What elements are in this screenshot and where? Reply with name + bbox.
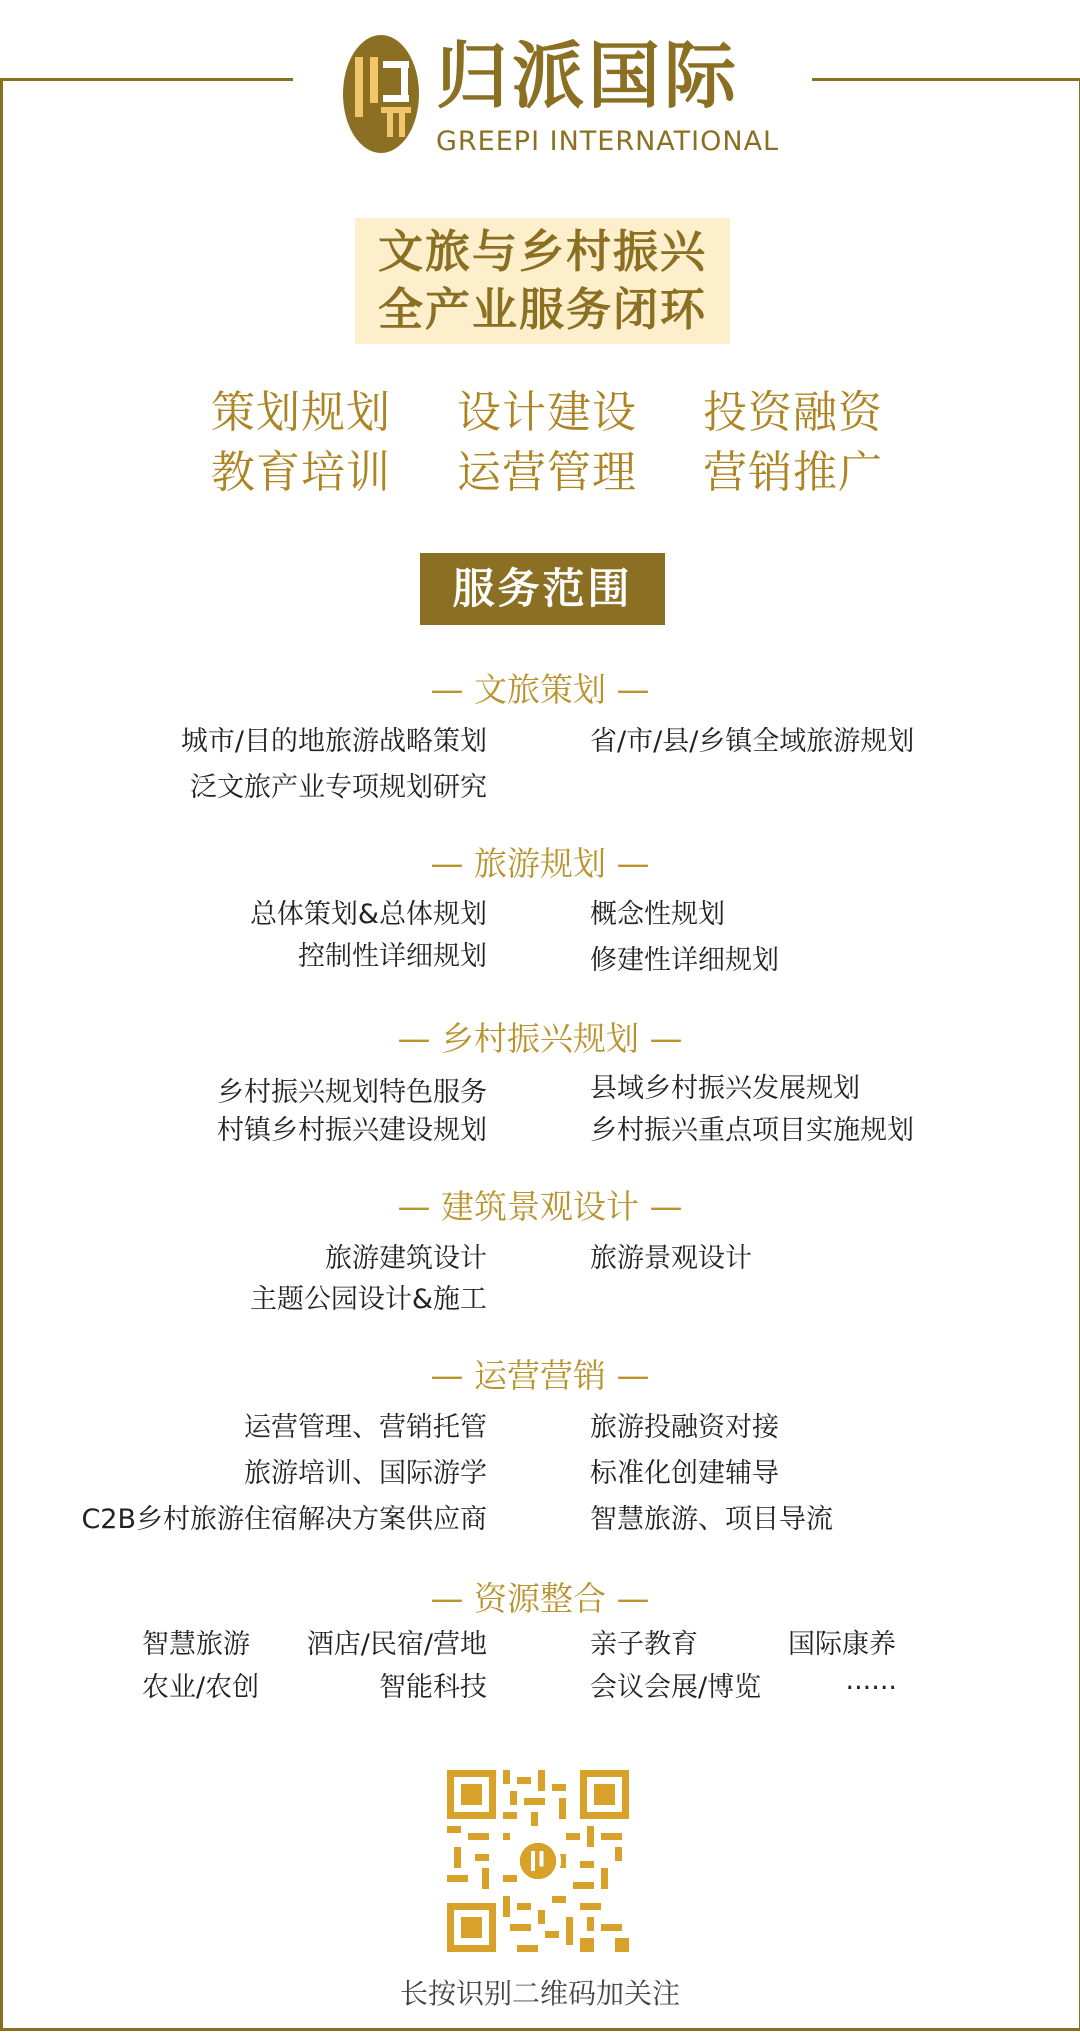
brand-name-en: GREEPI INTERNATIONAL bbox=[436, 126, 780, 157]
headline-line-1: 文旅与乡村振兴 bbox=[377, 225, 707, 278]
service-training: 教育培训 bbox=[211, 447, 391, 498]
section-title-tourism-strategy: — 文旅策划 — bbox=[430, 670, 650, 709]
list-item: 县域乡村振兴发展规划 bbox=[590, 1073, 860, 1104]
qr-code-icon[interactable] bbox=[447, 1770, 629, 1952]
list-item: 泛文旅产业专项规划研究 bbox=[190, 772, 487, 803]
headline-box bbox=[355, 218, 730, 344]
qr-caption: 长按识别二维码加关注 bbox=[399, 1977, 680, 2010]
list-item: 国际康养 bbox=[788, 1629, 896, 1660]
list-item: 概念性规划 bbox=[590, 899, 725, 930]
service-investment: 投资融资 bbox=[703, 387, 883, 438]
list-item: 智能科技 bbox=[379, 1672, 487, 1703]
list-item: 乡村振兴重点项目实施规划 bbox=[590, 1115, 914, 1146]
list-item: 酒店/民宿/营地 bbox=[306, 1629, 487, 1660]
list-item: 智慧旅游、项目导流 bbox=[590, 1504, 833, 1535]
list-item: 主题公园设计&施工 bbox=[249, 1284, 487, 1315]
list-item: 智慧旅游 bbox=[142, 1629, 250, 1660]
list-item: 农业/农创 bbox=[142, 1672, 260, 1703]
list-item: 省/市/县/乡镇全域旅游规划 bbox=[590, 726, 915, 757]
list-item: 旅游建筑设计 bbox=[325, 1243, 487, 1274]
list-item: 会议会展/博览 bbox=[590, 1672, 762, 1703]
greepi-logo-icon bbox=[343, 35, 419, 153]
list-item: 运营管理、营销托管 bbox=[244, 1412, 487, 1443]
service-scope-button[interactable]: 服务范围 bbox=[420, 553, 665, 625]
list-item: 旅游培训、国际游学 bbox=[244, 1458, 487, 1489]
brand-name-cn: 归派国际 bbox=[436, 33, 741, 118]
section-title-resource-integration: — 资源整合 — bbox=[430, 1579, 650, 1618]
list-item: 乡村振兴规划特色服务 bbox=[217, 1077, 487, 1108]
list-item: ...... bbox=[845, 1665, 897, 1696]
list-item: 控制性详细规划 bbox=[298, 941, 487, 972]
section-title-rural-revitalization: — 乡村振兴规划 — bbox=[397, 1019, 683, 1058]
service-planning: 策划规划 bbox=[211, 387, 391, 438]
headline-line-2: 全产业服务闭环 bbox=[377, 283, 707, 336]
service-marketing: 营销推广 bbox=[703, 447, 883, 498]
service-operation: 运营管理 bbox=[457, 447, 637, 498]
list-item: 城市/目的地旅游战略策划 bbox=[180, 726, 487, 757]
frame-top-line-right bbox=[812, 78, 1080, 81]
section-title-tourism-planning: — 旅游规划 — bbox=[430, 844, 650, 883]
list-item: 修建性详细规划 bbox=[590, 945, 779, 976]
section-title-operation-marketing: — 运营营销 — bbox=[430, 1356, 650, 1395]
frame-top-line-left bbox=[0, 78, 293, 81]
section-title-architecture-landscape: — 建筑景观设计 — bbox=[397, 1187, 683, 1226]
list-item: 总体策划&总体规划 bbox=[249, 899, 487, 930]
service-design: 设计建设 bbox=[457, 387, 637, 438]
list-item: 村镇乡村振兴建设规划 bbox=[217, 1115, 487, 1146]
list-item: 亲子教育 bbox=[590, 1629, 698, 1660]
list-item: 标准化创建辅导 bbox=[590, 1458, 779, 1489]
list-item: 旅游景观设计 bbox=[590, 1243, 752, 1274]
list-item: C2B乡村旅游住宿解决方案供应商 bbox=[81, 1504, 487, 1535]
list-item: 旅游投融资对接 bbox=[590, 1412, 779, 1443]
